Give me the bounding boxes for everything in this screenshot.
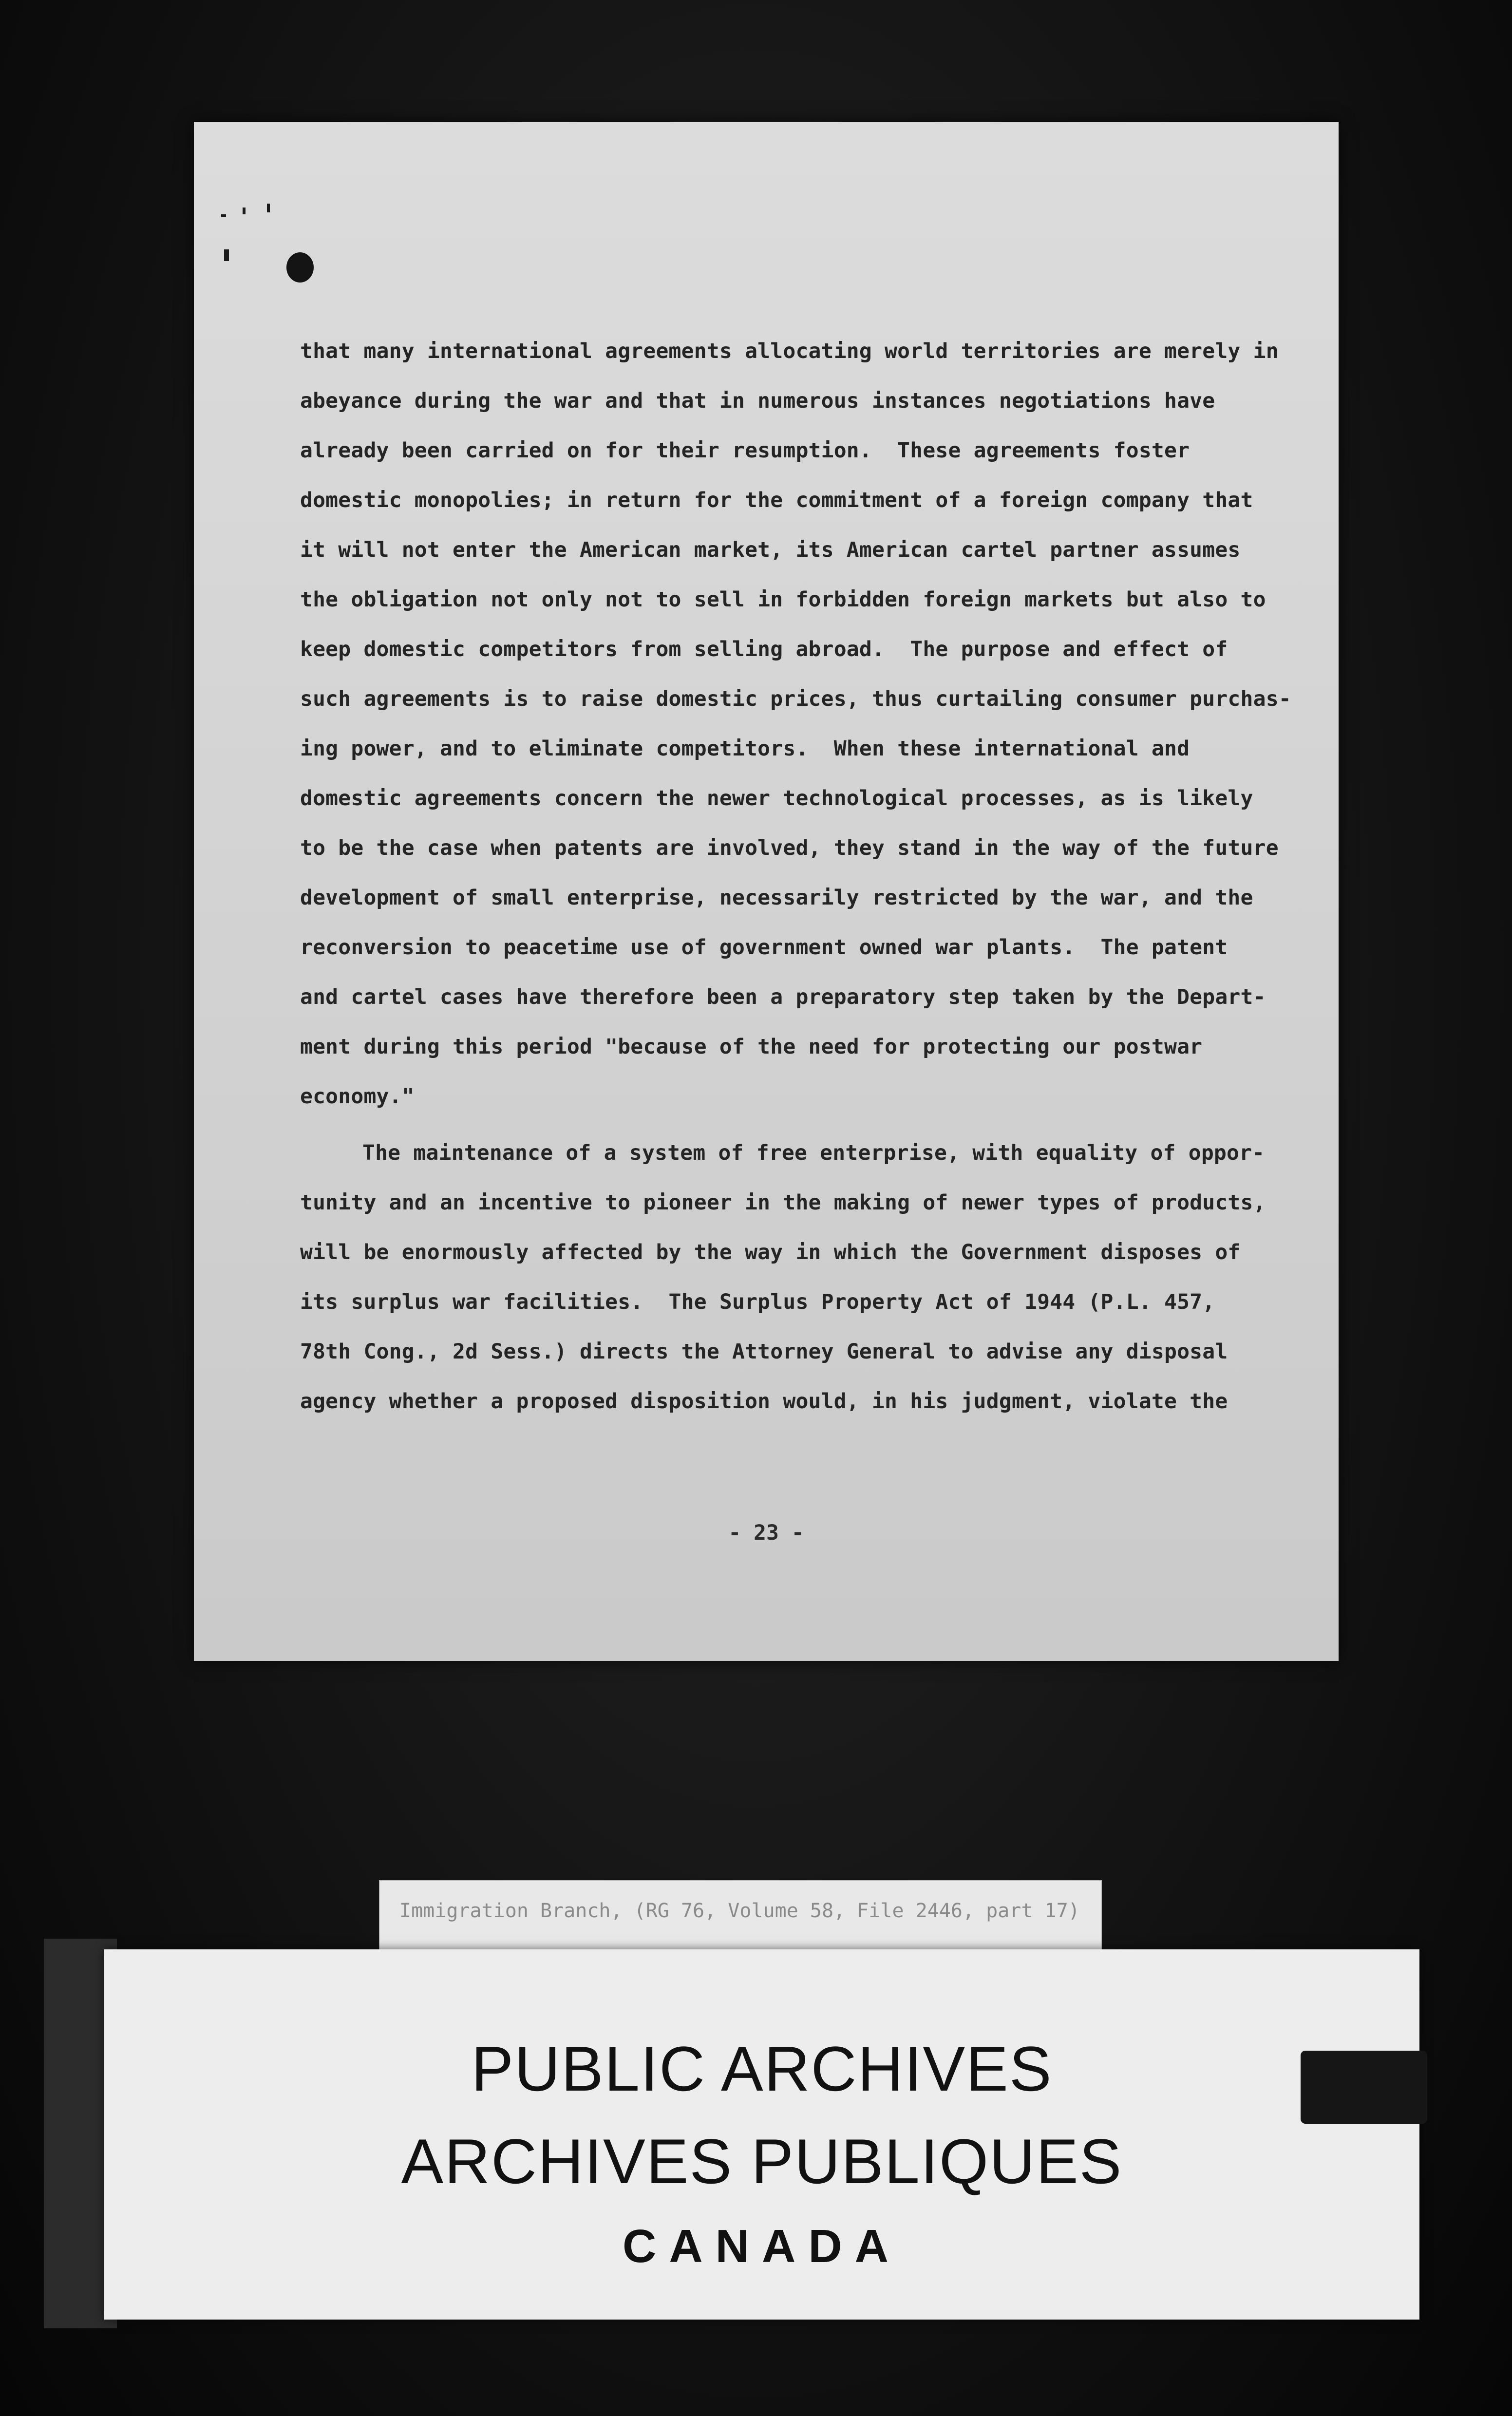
text-line: ing power, and to eliminate competitors. When these international and <box>300 736 1190 761</box>
text-line: tunity and an incentive to pioneer in the making of newer types of products, <box>300 1190 1266 1215</box>
archive-reference-text: Immigration Branch, (RG 76, Volume 58, File 2446, part 17) <box>399 1900 1080 1922</box>
text-line: reconversion to peacetime use of government owned war plants. The patent <box>300 935 1228 960</box>
text-line: development of small enterprise, necessarily restricted by the war, and the <box>300 886 1253 910</box>
text-line: that many international agreements allocating world territories are merely in <box>300 339 1279 363</box>
paragraph-gap <box>300 1121 1304 1128</box>
mounting-clip <box>1301 2051 1427 2124</box>
text-line: domestic agreements concern the newer technological processes, as is likely <box>300 786 1253 811</box>
text-line: will be enormously affected by the way in which the Government disposes of <box>300 1240 1241 1265</box>
text-line: already been carried on for their resumption. These agreements foster <box>300 438 1190 463</box>
text-line: it will not enter the American market, its American cartel partner assumes <box>300 538 1241 562</box>
body-text <box>300 326 1304 1426</box>
page-speck <box>224 249 229 261</box>
text-line: the obligation not only not to sell in forbidden foreign markets but also to <box>300 587 1266 612</box>
text-line: such agreements is to raise domestic prices, thus curtailing consumer purchas- <box>300 687 1291 711</box>
text-line: The maintenance of a system of free enterprise, with equality of oppor- <box>362 1141 1265 1165</box>
page-number: - 23 - <box>728 1521 804 1545</box>
text-line: its surplus war facilities. The Surplus Property Act of 1944 (P.L. 457, <box>300 1290 1215 1314</box>
text-line: economy." <box>300 1084 415 1109</box>
stamp-line-french: ARCHIVES PUBLIQUES <box>401 2126 1123 2197</box>
punch-hole <box>286 252 314 283</box>
document-page <box>194 122 1339 1661</box>
text-line: abeyance during the war and that in numerous instances negotiations have <box>300 389 1215 413</box>
archives-stamp-card <box>104 1949 1419 2320</box>
stamp-line-english: PUBLIC ARCHIVES <box>471 2033 1053 2104</box>
page-speck <box>243 208 246 214</box>
text-line: to be the case when patents are involved, they stand in the way of the future <box>300 836 1279 860</box>
text-line: and cartel cases have therefore been a preparatory step taken by the Depart- <box>300 985 1266 1009</box>
text-line: 78th Cong., 2d Sess.) directs the Attorney General to advise any disposal <box>300 1340 1228 1364</box>
text-line: domestic monopolies; in return for the commitment of a foreign company that <box>300 488 1253 512</box>
page-speck <box>221 214 226 217</box>
text-line: agency whether a proposed disposition would, in his judgment, violate the <box>300 1389 1228 1414</box>
stamp-line-country: CANADA <box>623 2220 901 2272</box>
page-speck <box>267 204 270 212</box>
text-line: keep domestic competitors from selling abroad. The purpose and effect of <box>300 637 1228 661</box>
text-line: ment during this period "because of the need for protecting our postwar <box>300 1035 1203 1059</box>
